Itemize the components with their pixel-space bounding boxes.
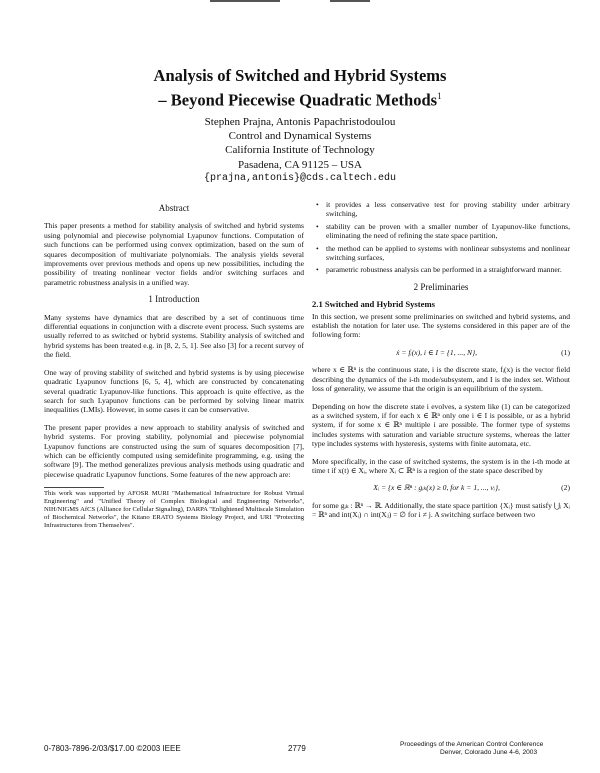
preliminaries-heading: 2 Preliminaries [413,281,469,292]
prelim-paragraph-2: where x ∈ ℝⁿ is the continuous state, i is the discrete state, fᵢ(x) is the vector field describing the dynamics of the i-th mode/subsystem, and I is the index set. Without loss of generality, we assume that the origin is an equilibrium of the system. [312,365,570,394]
conference-line-1: Proceedings of the American Control Conference [400,741,544,748]
footnote-rule [44,487,104,488]
abstract-text: This paper presents a method for stability analysis of switched and hybrid systems using polynomial and piecewise polynomial Lyapunov functions. Computation of such functions can be performed using convex optimization, based on the sum of squares decomposition of multivariate polynomials. The analysis yields several improvements over previous methods and opens up new possibilities, including the possibility of treating nonlinear vector fields and/or switching surfaces and parametric robustness analysis in a unified way. [44,221,304,287]
feature-item: • the method can be applied to systems with nonlinear subsystems and nonlinear switching surfaces, [326,244,570,263]
paper-title [0,66,600,111]
title-line-1: Analysis of Switched and Hybrid Systems [153,66,447,85]
feature-list [312,200,570,275]
subsection-heading: 2.1 Switched and Hybrid Systems [312,299,435,310]
isbn-copyright: 0-7803-7896-2/03/$17.00 ©2003 IEEE [44,744,181,753]
affiliation: Control and Dynamical Systems [228,130,372,143]
equation-1-number: (1) [561,347,570,357]
equation-2-body: Xᵢ = {x ∈ ℝⁿ : gᵢₖ(x) ≥ 0, for k = 1, ..., vᵢ}, [373,483,500,493]
conference-info [400,741,570,757]
footnote-text: This work was supported by AFOSR MURI "Mathematical Infrastructure for Robust Virtual Engineering" and "Unified Theory of Complex Biological and Engineering Networks", NIH/NIGMS AfCS (Alliance for Cellular Signaling), DARPA "Enlightened Multiscale Simulation of Biochemical Networks", the Kitano ERATO Systems Biology Project, and URI "Protecting Infrastructures from Themselves". [44,490,304,530]
equation-1-body: ẋ = fᵢ(x), i ∈ I = {1, ..., N}, [396,347,478,357]
feature-item: • parametric robustness analysis can be performed in a straightforward manner. [326,265,570,274]
feature-item: • it provides a less conservative test for proving stability under arbitrary switching, [326,200,570,219]
prelim-paragraph-4: More specifically, in the case of switched systems, the system is in the i-th mode at time t if x(t) ∈ Xᵢ, where Xᵢ ⊂ ℝⁿ is a region of the state space described by [312,456,570,475]
page-number: 2779 [288,744,306,753]
email: {prajna,antonis}@cds.caltech.edu [203,172,397,184]
equation-2-number: (2) [561,483,570,493]
equation-1 [312,348,570,357]
prelim-paragraph-1: In this section, we present some preliminaries on switched and hybrid systems, and establish the notation for later use. The systems considered in this paper are of the following form: [312,311,570,340]
intro-paragraph-3: The present paper provides a new approach to stability analysis of switched and hybrid systems. For proving stability, polynomial and piecewise polynomial Lyapunov functions are constructed using the sum of squares decomposition [7], which can be efficiently computed using semidefinite programming, e.g. using the software [9]. The method generalizes previous analysis methods using quadratic and piecewise quadratic Lyapunov functions. Some features of the new approach are: [44,422,304,479]
title-line-2: – Beyond Piecewise Quadratic Methods$^1$ [158,90,442,110]
feature-item: • stability can be proven with a smaller number of Lyapunov-like functions, eliminating the need of refining the state space partition, [326,222,570,241]
intro-paragraph-2: One way of proving stability of switched and hybrid systems is by using piecewise quadratic Lyapunov functions [6, 5, 4], which are constructed by concatenating several quadratic Lyapunov-like functions. This approach is quite effective, as the search for such Lyapunov functions can be performed by solving linear matrix inequalities (LMIs). However, in some cases it can be conservative. [44,367,304,415]
abstract-heading: Abstract [158,203,190,213]
author-block [0,115,600,186]
scan-top-edge [0,0,600,6]
left-column [44,200,304,530]
equation-2 [312,483,570,492]
right-column [312,200,570,528]
prelim-paragraph-5: for some gᵢₖ : ℝⁿ → ℝ. Additionally, the state space partition {Xᵢ} must satisfy ⋃ᵢ Xᵢ = ℝⁿ and int(Xᵢ) ∩ int(Xⱼ) = ∅ for i ≠ j. A switching surface between two [312,500,570,520]
title-footnote-mark: 1 [437,91,442,101]
prelim-paragraph-3: Depending on how the discrete state i evolves, a system like (1) can be categorized as a switched system, if for each x ∈ ℝⁿ only one i ∈ I is possible, or as a hybrid system, if for some x ∈ ℝⁿ multiple i are possible. The former type of systems includes systems with saturation and variable structure systems, whereas the latter type includes systems with hysteresis, systems with finite automata, etc. [312,401,570,449]
address: Pasadena, CA 91125 – USA [238,158,362,171]
author-names: Stephen Prajna, Antonis Papachristodoulou [204,116,396,128]
conference-line-2: Denver, Colorado June 4-6, 2003 [440,749,538,756]
introduction-heading: 1 Introduction [148,294,200,305]
intro-paragraph-1: Many systems have dynamics that are described by a set of continuous time differential equations in conjunction with a discrete event process. Such systems are usually referred to as switched or hybrid systems. Stability analysis of switched and hybrid systems has been treated e.g. in [8, 2, 5, 1]. See also [3] for a recent survey of the field. [44,312,304,360]
page-footer [44,741,570,761]
institute: California Institute of Technology [225,144,375,157]
